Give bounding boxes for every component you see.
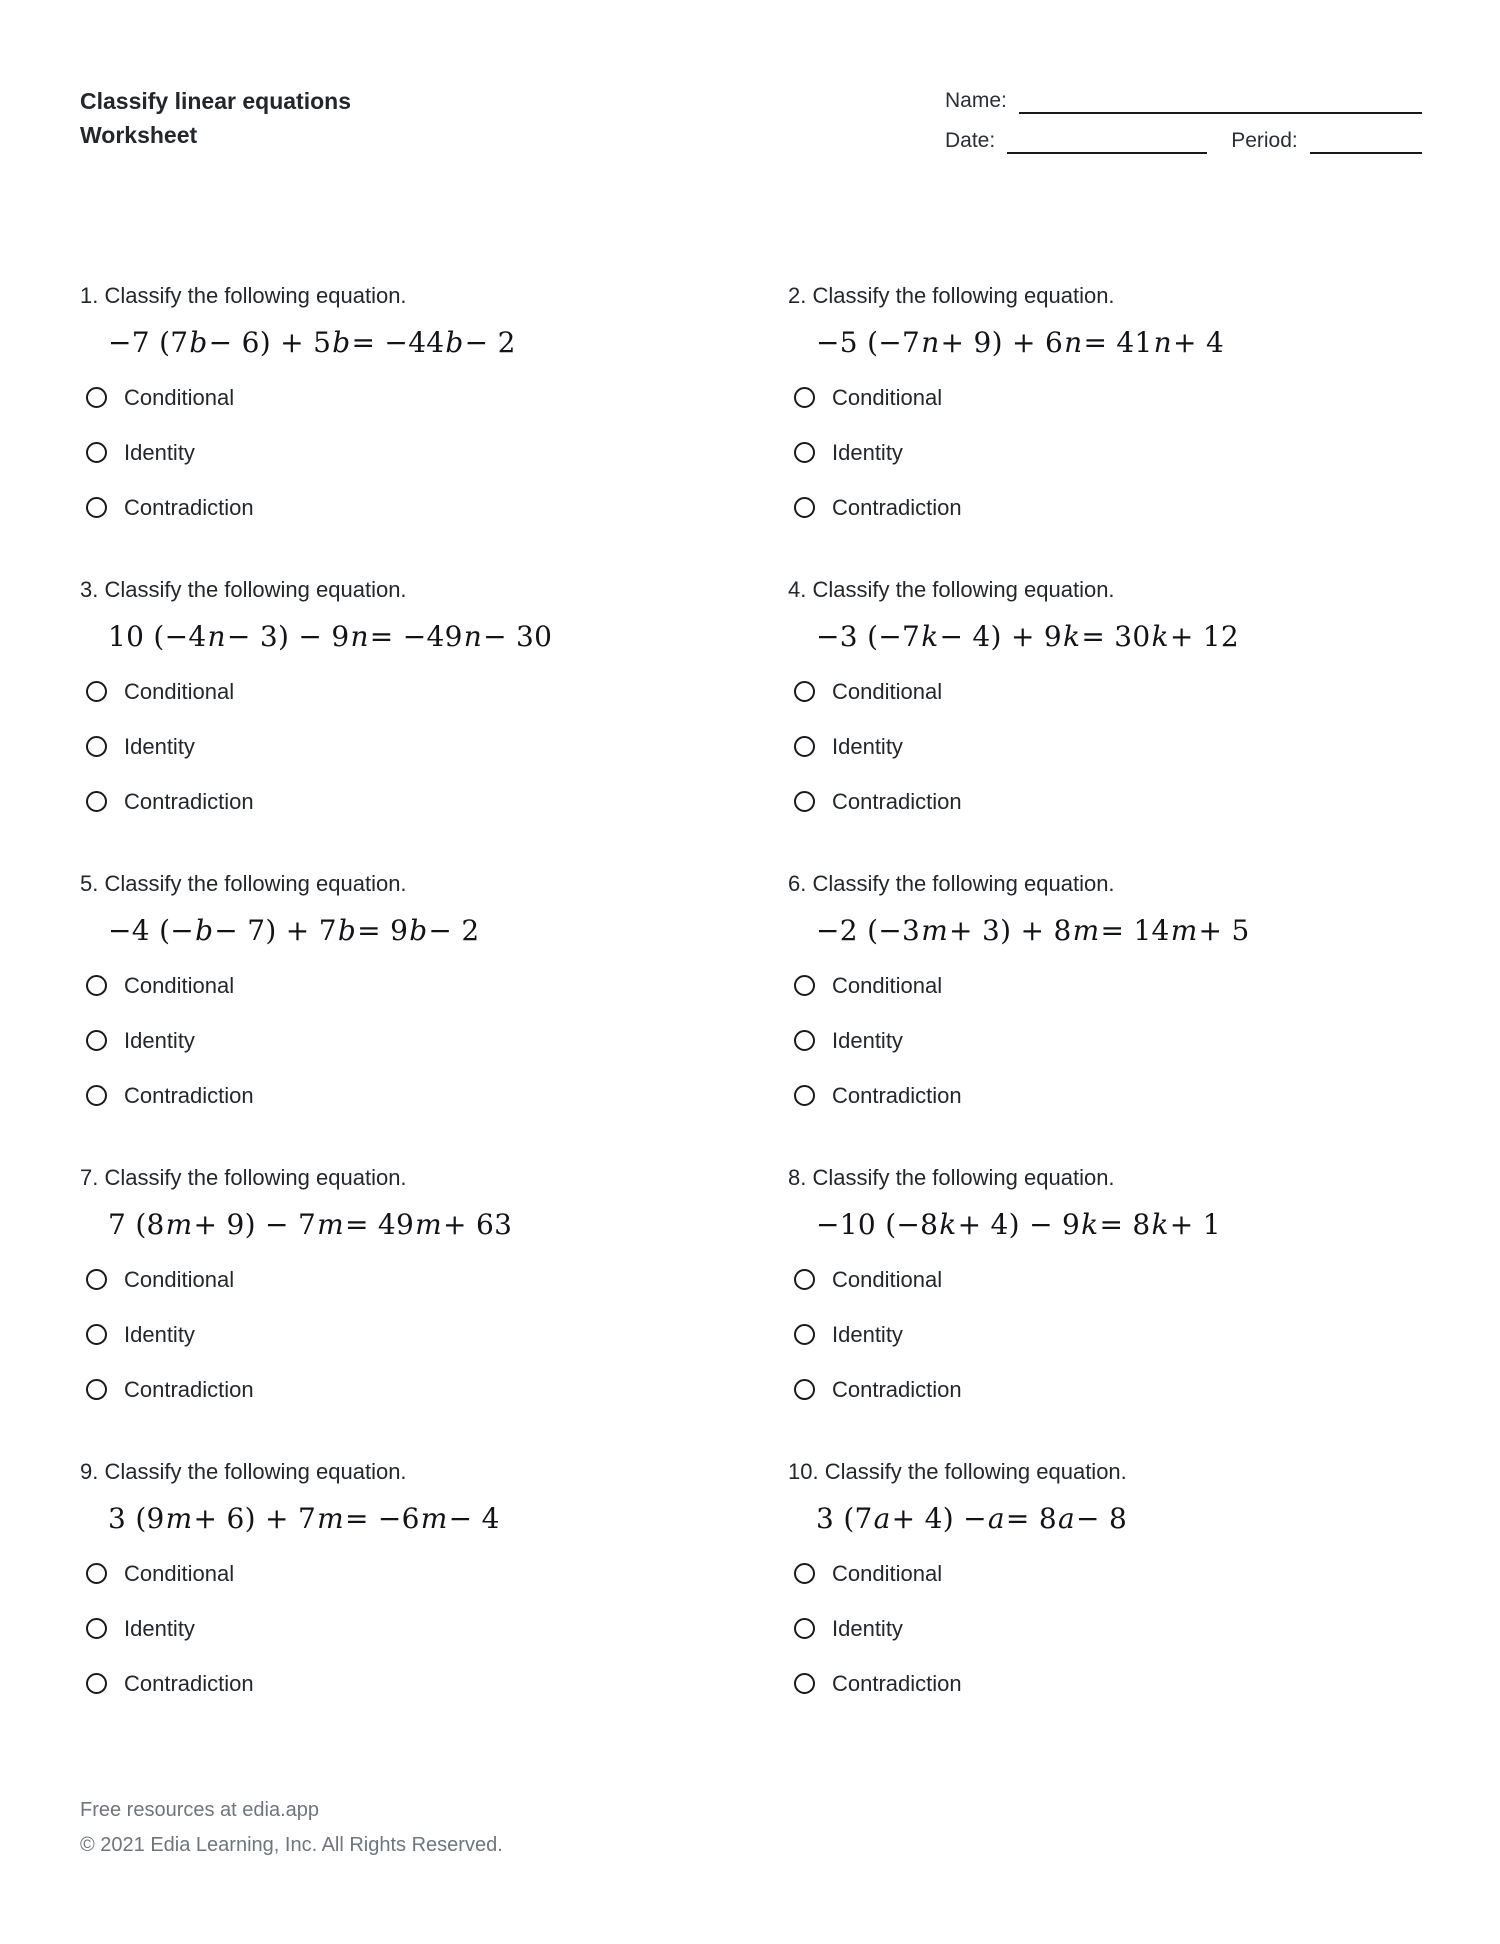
question-prompt: Classify the following equation. <box>104 871 407 896</box>
radio-button[interactable] <box>794 681 815 702</box>
name-row <box>945 88 1422 114</box>
option-label: Contradiction <box>124 1376 254 1402</box>
radio-button[interactable] <box>86 1673 107 1694</box>
answer-options <box>788 958 1496 1123</box>
option-label: Identity <box>832 733 903 759</box>
radio-button[interactable] <box>86 1269 107 1290</box>
question-equation: 3 (9 m + 6) + 7 m = −6 m − 4 <box>108 1501 500 1535</box>
radio-button[interactable] <box>86 791 107 812</box>
option-label: Identity <box>124 733 195 759</box>
option-conditional <box>80 1546 788 1601</box>
option-contradiction <box>80 774 788 829</box>
question-number: 4. <box>788 577 807 602</box>
option-label: Conditional <box>832 1266 943 1292</box>
question-heading <box>788 576 1496 604</box>
answer-options <box>80 958 788 1123</box>
radio-button[interactable] <box>86 1030 107 1051</box>
option-conditional <box>788 370 1496 425</box>
radio-button[interactable] <box>794 1618 815 1639</box>
option-conditional <box>788 1546 1496 1601</box>
option-label: Identity <box>124 1321 195 1347</box>
option-conditional <box>788 664 1496 719</box>
page-footer <box>80 1793 503 1863</box>
option-label: Contradiction <box>124 1082 254 1108</box>
question-number: 7. <box>80 1165 99 1190</box>
option-identity <box>80 425 788 480</box>
question-prompt: Classify the following equation. <box>104 1459 407 1484</box>
answer-options <box>788 1546 1496 1711</box>
question-block <box>788 282 1496 576</box>
question-prompt: Classify the following equation. <box>104 577 407 602</box>
question-heading <box>80 576 788 604</box>
question-heading <box>788 1164 1496 1192</box>
option-label: Conditional <box>124 384 235 410</box>
option-label: Identity <box>832 1615 903 1641</box>
option-label: Identity <box>832 439 903 465</box>
question-block <box>80 1164 788 1458</box>
question-heading <box>80 282 788 310</box>
radio-button[interactable] <box>86 1085 107 1106</box>
question-number: 5. <box>80 871 99 896</box>
question-heading <box>80 1458 788 1486</box>
date-blank-line <box>1007 130 1207 154</box>
option-label: Conditional <box>124 1266 235 1292</box>
option-label: Conditional <box>832 972 943 998</box>
name-blank-line <box>1019 90 1422 114</box>
question-block <box>80 282 788 576</box>
option-contradiction <box>788 774 1496 829</box>
option-identity <box>788 1307 1496 1362</box>
option-label: Identity <box>832 1027 903 1053</box>
radio-button[interactable] <box>86 497 107 518</box>
question-prompt: Classify the following equation. <box>812 1165 1115 1190</box>
radio-button[interactable] <box>86 681 107 702</box>
option-contradiction <box>788 1656 1496 1711</box>
option-identity <box>80 719 788 774</box>
option-label: Conditional <box>124 1560 235 1586</box>
period-blank-line <box>1310 130 1422 154</box>
option-label: Identity <box>124 1615 195 1641</box>
radio-button[interactable] <box>86 1618 107 1639</box>
question-prompt: Classify the following equation. <box>104 283 407 308</box>
question-heading <box>80 870 788 898</box>
answer-options <box>80 1252 788 1417</box>
question-equation: −7 (7 b − 6) + 5 b = −44 b − 2 <box>108 325 516 359</box>
option-label: Conditional <box>124 972 235 998</box>
option-contradiction <box>788 1068 1496 1123</box>
radio-button[interactable] <box>86 736 107 757</box>
question-prompt: Classify the following equation. <box>824 1459 1127 1484</box>
question-block <box>788 870 1496 1164</box>
question-equation: 3 (7 a + 4) − a = 8 a − 8 <box>816 1501 1128 1535</box>
radio-button[interactable] <box>794 1324 815 1345</box>
radio-button[interactable] <box>794 1030 815 1051</box>
radio-button[interactable] <box>86 1379 107 1400</box>
option-identity <box>80 1307 788 1362</box>
question-number: 8. <box>788 1165 807 1190</box>
date-period-row <box>945 128 1422 154</box>
option-conditional <box>788 1252 1496 1307</box>
option-label: Conditional <box>832 384 943 410</box>
question-heading <box>788 1458 1496 1486</box>
option-label: Contradiction <box>832 788 962 814</box>
option-label: Conditional <box>832 1560 943 1586</box>
question-equation: −5 (−7 n + 9) + 6 n = 41 n + 4 <box>816 325 1225 359</box>
radio-button[interactable] <box>794 736 815 757</box>
option-contradiction <box>80 1656 788 1711</box>
option-label: Contradiction <box>832 1670 962 1696</box>
option-identity <box>80 1013 788 1068</box>
question-block <box>80 870 788 1164</box>
option-label: Contradiction <box>124 1670 254 1696</box>
option-conditional <box>788 958 1496 1013</box>
question-number: 9. <box>80 1459 99 1484</box>
radio-button[interactable] <box>794 1269 815 1290</box>
radio-button[interactable] <box>794 387 815 408</box>
option-contradiction <box>80 480 788 535</box>
worksheet-title-block <box>80 84 351 152</box>
student-info-block <box>945 88 1422 154</box>
radio-button[interactable] <box>86 975 107 996</box>
question-heading <box>80 1164 788 1192</box>
period-label: Period: <box>1231 129 1298 152</box>
question-number: 3. <box>80 577 99 602</box>
radio-button[interactable] <box>794 442 815 463</box>
radio-button[interactable] <box>794 975 815 996</box>
answer-options <box>80 664 788 829</box>
option-label: Contradiction <box>832 494 962 520</box>
option-conditional <box>80 958 788 1013</box>
option-identity <box>80 1601 788 1656</box>
question-number: 10. <box>788 1459 819 1484</box>
option-identity <box>788 1601 1496 1656</box>
question-number: 1. <box>80 283 99 308</box>
footer-copyright-line: © 2021 Edia Learning, Inc. All Rights Reserved. <box>80 1834 503 1856</box>
option-label: Contradiction <box>124 494 254 520</box>
question-prompt: Classify the following equation. <box>812 871 1115 896</box>
option-contradiction <box>80 1362 788 1417</box>
answer-options <box>80 370 788 535</box>
option-label: Identity <box>124 1027 195 1053</box>
question-block <box>80 1458 788 1752</box>
question-equation: −10 (−8 k + 4) − 9 k = 8 k + 1 <box>816 1207 1221 1241</box>
radio-button[interactable] <box>794 497 815 518</box>
name-label: Name: <box>945 89 1007 112</box>
answer-options <box>80 1546 788 1711</box>
worksheet-subtitle: Worksheet <box>80 122 198 148</box>
question-equation: 7 (8 m + 9) − 7 m = 49 m + 63 <box>108 1207 513 1241</box>
question-heading <box>788 870 1496 898</box>
question-number: 2. <box>788 283 807 308</box>
option-identity <box>788 425 1496 480</box>
radio-button[interactable] <box>86 442 107 463</box>
option-label: Contradiction <box>832 1082 962 1108</box>
question-block <box>788 1458 1496 1752</box>
question-block <box>80 576 788 870</box>
question-block <box>788 1164 1496 1458</box>
option-contradiction <box>80 1068 788 1123</box>
date-label: Date: <box>945 129 996 152</box>
question-heading <box>788 282 1496 310</box>
option-label: Contradiction <box>832 1376 962 1402</box>
option-identity <box>788 1013 1496 1068</box>
option-conditional <box>80 664 788 719</box>
question-equation: −3 (−7 k − 4) + 9 k = 30 k + 12 <box>816 619 1240 653</box>
question-equation: −4 (− b − 7) + 7 b = 9 b − 2 <box>108 913 480 947</box>
option-contradiction <box>788 480 1496 535</box>
radio-button[interactable] <box>794 1673 815 1694</box>
option-contradiction <box>788 1362 1496 1417</box>
answer-options <box>788 664 1496 829</box>
questions-grid <box>80 282 1496 1752</box>
radio-button[interactable] <box>794 791 815 812</box>
question-prompt: Classify the following equation. <box>104 1165 407 1190</box>
question-prompt: Classify the following equation. <box>812 577 1115 602</box>
question-prompt: Classify the following equation. <box>812 283 1115 308</box>
answer-options <box>788 1252 1496 1417</box>
question-equation: 10 (−4 n − 3) − 9 n = −49 n − 30 <box>108 619 553 653</box>
radio-button[interactable] <box>86 387 107 408</box>
worksheet-title: Classify linear equations <box>80 88 351 114</box>
option-label: Conditional <box>124 678 235 704</box>
option-identity <box>788 719 1496 774</box>
option-label: Identity <box>124 439 195 465</box>
option-label: Conditional <box>832 678 943 704</box>
option-label: Identity <box>832 1321 903 1347</box>
question-equation: −2 (−3 m + 3) + 8 m = 14 m + 5 <box>816 913 1250 947</box>
footer-resources-line: Free resources at edia.app <box>80 1799 320 1821</box>
option-label: Contradiction <box>124 788 254 814</box>
question-block <box>788 576 1496 870</box>
answer-options <box>788 370 1496 535</box>
radio-button[interactable] <box>794 1379 815 1400</box>
question-number: 6. <box>788 871 807 896</box>
radio-button[interactable] <box>86 1563 107 1584</box>
option-conditional <box>80 370 788 425</box>
option-conditional <box>80 1252 788 1307</box>
radio-button[interactable] <box>86 1324 107 1345</box>
radio-button[interactable] <box>794 1085 815 1106</box>
radio-button[interactable] <box>794 1563 815 1584</box>
